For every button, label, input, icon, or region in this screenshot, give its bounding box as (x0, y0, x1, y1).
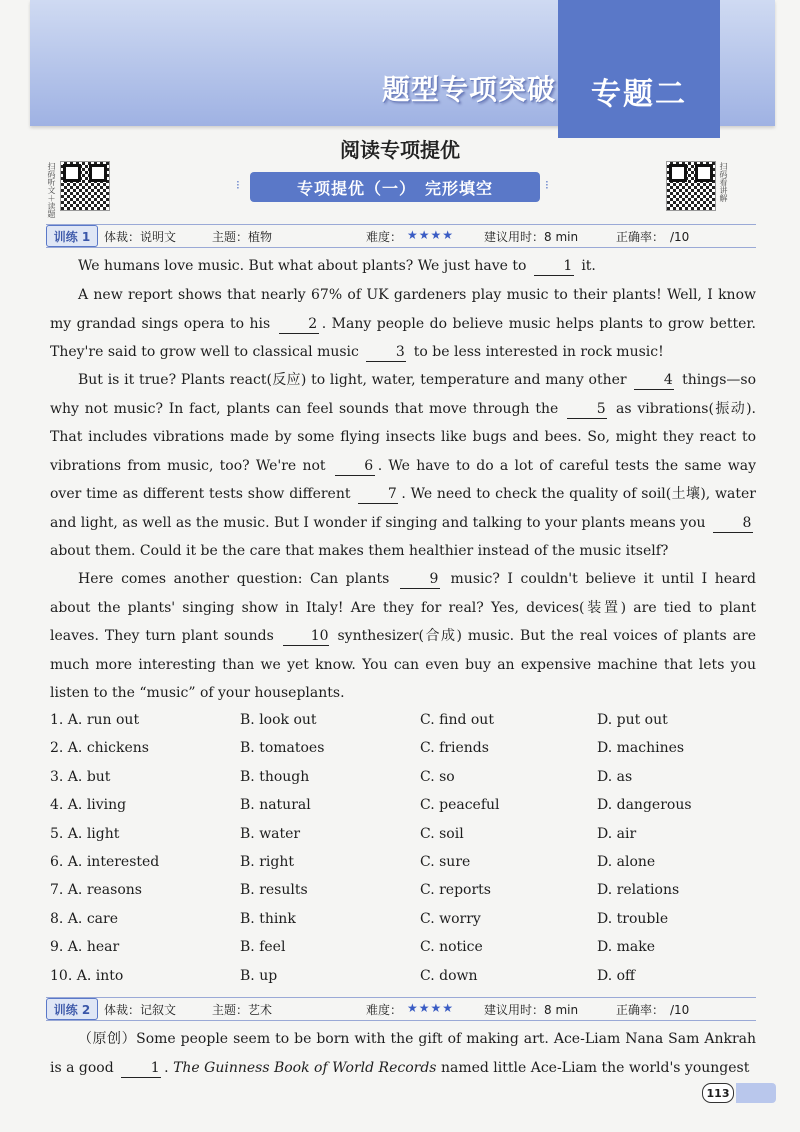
option-b[interactable]: B. water (240, 825, 301, 842)
option-b[interactable]: B. think (240, 910, 296, 927)
blank-2[interactable]: 2 (279, 315, 319, 334)
training-2-time: 建议用时：8 min (484, 1003, 579, 1017)
option-b[interactable]: B. up (240, 967, 278, 984)
section-title: 阅读专项提优 (340, 138, 460, 162)
option-c[interactable]: C. peaceful (420, 797, 500, 814)
option-d[interactable]: D. air (597, 825, 637, 842)
option-row (50, 878, 756, 906)
training-1-difficulty-label: 难度： (366, 230, 403, 244)
option-d[interactable]: D. machines (597, 740, 685, 757)
option-row (50, 765, 756, 793)
banner-topic-tag: 专题二 (558, 0, 720, 138)
answer-options (50, 708, 756, 992)
option-d[interactable]: D. off (597, 967, 636, 984)
passage-1-paragraph-2: A new report shows that nearly 67% of UK gardeners play music to their plants! Well, I know my grandad sings opera to his 2 . Many people do believe music helps plants to grow better. They're said to grow well to classical music 3 to be less interested in rock music! (50, 287, 756, 360)
blank-7[interactable]: 7 (358, 485, 398, 504)
option-a[interactable]: 4. A. living (50, 797, 127, 814)
option-c[interactable]: C. sure (420, 853, 471, 870)
option-b[interactable]: B. natural (240, 797, 311, 814)
option-a[interactable]: 10. A. into (50, 967, 124, 984)
option-d[interactable]: D. dangerous (597, 797, 692, 814)
option-d[interactable]: D. alone (597, 853, 656, 870)
qr-caption-left: 扫码听文＋读题 (47, 162, 56, 218)
training-1-accuracy: 正确率： /10 (616, 230, 690, 244)
qr-code-left-icon[interactable] (60, 161, 110, 211)
option-c[interactable]: C. worry (420, 910, 481, 927)
option-c[interactable]: C. soil (420, 825, 464, 842)
option-row (50, 935, 756, 963)
blank-6[interactable]: 6 (335, 457, 375, 476)
training-2-genre: 体裁：记叙文 (104, 1003, 177, 1017)
option-a[interactable]: 6. A. interested (50, 853, 160, 870)
option-a[interactable]: 9. A. hear (50, 939, 120, 956)
option-a[interactable]: 2. A. chickens (50, 740, 149, 757)
option-d[interactable]: D. relations (597, 882, 680, 899)
option-b[interactable]: B. right (240, 853, 294, 870)
pill-deco-right-icon: ⁝ (545, 178, 549, 192)
option-a[interactable]: 1. A. run out (50, 712, 140, 728)
page-number: 113 (702, 1083, 734, 1103)
option-row (50, 708, 756, 736)
training-1-label: 训练 1 (46, 225, 98, 247)
blank-1[interactable]: 1 (121, 1059, 161, 1078)
option-a[interactable]: 5. A. light (50, 825, 120, 842)
passage-1-paragraph-3: But is it true? Plants react(反应) to light, water, temperature and many other 4 things—so why not music? In fact, plants can feel sounds that move through the 5 as vibrations(振动). That includes vibrations made by some flying insects like bugs and bees. So, might they react to vibrations from music, too? We're not 6 . We have to do a lot of careful tests the same way over time as different tests show different 7 . We need to check the quality of soil(土壤), water and light, as well as the music. But I wonder if singing and talking to your plants means you 8 about them. Could it be the care that makes them healthier instead of the music itself? (50, 372, 757, 559)
page-edge-strip (736, 1083, 776, 1103)
qr-code-right-icon[interactable] (666, 161, 716, 211)
option-c[interactable]: C. notice (420, 939, 483, 956)
blank-8[interactable]: 8 (713, 514, 753, 533)
option-c[interactable]: C. reports (420, 882, 491, 899)
training-2-difficulty-label: 难度： (366, 1003, 403, 1017)
training-1-stars-icon: ★★★★ (407, 228, 455, 242)
blank-5[interactable]: 5 (567, 400, 607, 419)
option-d[interactable]: D. make (597, 939, 656, 956)
training-2-accuracy: 正确率： /10 (616, 1003, 690, 1017)
option-b[interactable]: B. though (240, 768, 310, 785)
blank-3[interactable]: 3 (366, 343, 406, 362)
training-2-topic: 主题：艺术 (212, 1003, 273, 1017)
option-row (50, 907, 756, 935)
passage-1-paragraph-4: Here comes another question: Can plants 9 music? I couldn't believe it until I heard about the plants' singing show in Italy! Are they for real? Yes, devices(装置) are tied to plant leaves. They turn plant sounds 10 synthesizer(合成) music. But the real voices of plants are much more interesting than we yet know. You can even buy an expensive machine that lets you listen to the “music” of your houseplants. (50, 571, 757, 701)
option-a[interactable]: 8. A. care (50, 910, 118, 927)
option-b[interactable]: B. results (240, 882, 308, 899)
option-c[interactable]: C. find out (420, 712, 494, 728)
option-a[interactable]: 7. A. reasons (50, 882, 142, 899)
training-1-bar (46, 224, 756, 248)
option-d[interactable]: D. as (597, 768, 633, 785)
option-d[interactable]: D. put out (597, 712, 668, 728)
training-2-bar (46, 997, 756, 1021)
training-2-label: 训练 2 (46, 998, 98, 1020)
training-1-topic: 主题：植物 (212, 230, 273, 244)
exercise-type-pill: 专项提优（一） 完形填空 (250, 172, 540, 202)
training-2-stars-icon: ★★★★ (407, 1001, 455, 1015)
training-1-time: 建议用时：8 min (484, 230, 579, 244)
pill-deco-left-icon: ⁝ (236, 178, 240, 192)
passage-2-paragraph-1: （原创）Some people seem to be born with the gift of making art. Ace-Liam Nana Sam Ankrah is a good 1 . The Guinness Book of World Records named little Ace-Liam the world's youngest (50, 1031, 757, 1076)
option-row (50, 850, 756, 878)
option-row (50, 793, 756, 821)
book-title: The Guinness Book of World Records (173, 1059, 437, 1076)
blank-4[interactable]: 4 (634, 371, 674, 390)
qr-caption-right: 扫码看讲解 (719, 162, 728, 202)
option-c[interactable]: C. down (420, 967, 478, 984)
option-row (50, 736, 756, 764)
option-c[interactable]: C. so (420, 768, 455, 785)
banner-title: 题型专项突破 (382, 73, 557, 106)
option-row (50, 822, 756, 850)
blank-1[interactable]: 1 (534, 257, 574, 276)
option-a[interactable]: 3. A. but (50, 768, 111, 785)
option-b[interactable]: B. tomatoes (240, 740, 325, 757)
option-row (50, 964, 756, 992)
option-b[interactable]: B. feel (240, 939, 286, 956)
training-1-genre: 体裁：说明文 (104, 230, 177, 244)
blank-9[interactable]: 9 (400, 570, 440, 589)
blank-10[interactable]: 10 (283, 627, 329, 646)
option-c[interactable]: C. friends (420, 740, 489, 757)
option-b[interactable]: B. look out (240, 712, 317, 728)
passage-1-paragraph-1: We humans love music. But what about plants? We just have to 1 it. (78, 258, 596, 274)
option-d[interactable]: D. trouble (597, 910, 669, 927)
